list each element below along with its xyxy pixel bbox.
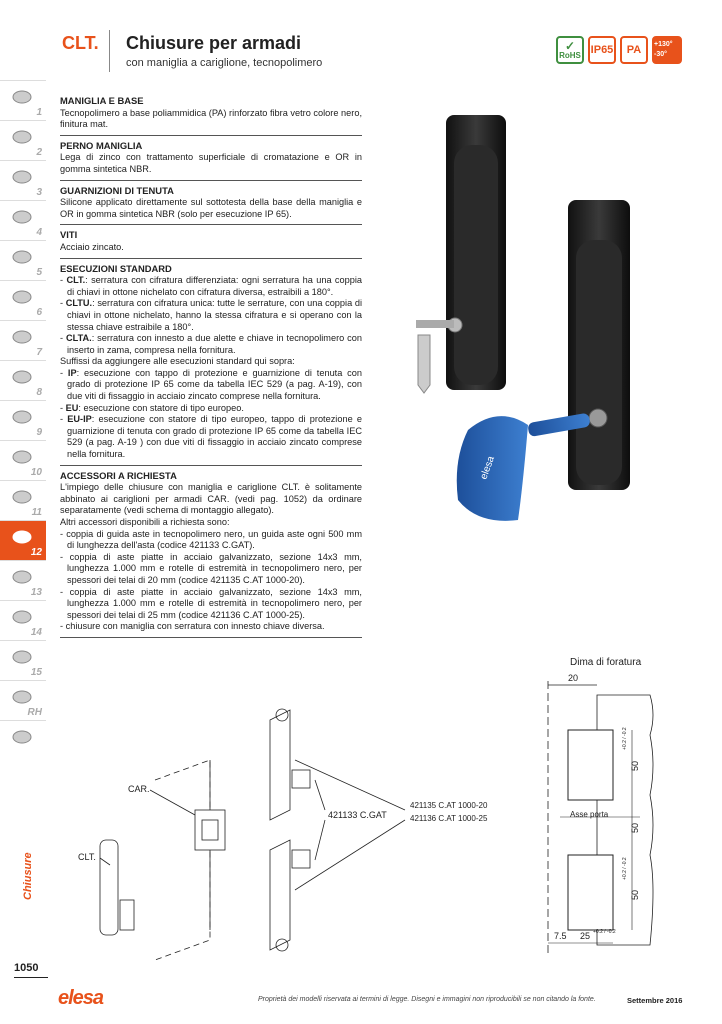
sidebar-item-number: 7 xyxy=(36,347,42,358)
temperature-badge: +130° -30° xyxy=(652,36,682,64)
feature-badges xyxy=(556,36,682,64)
pull-handle-icon xyxy=(10,687,34,707)
pa-badge: PA xyxy=(620,36,648,64)
list-item: - EU: esecuzione con statore di tipo europeo. xyxy=(60,402,244,413)
suffix-intro: Suffissi da aggiungere alle esecuzioni standard qui sopra: xyxy=(60,356,295,367)
screw-icon xyxy=(10,367,34,387)
section-heading: PERNO MANIGLIA xyxy=(60,139,143,151)
sidebar-item-15[interactable] xyxy=(0,640,46,680)
list-item: - coppia di aste piatte in acciaio galvanizzato, sezione 14x3 mm, lunghezza 1.000 mm e rotelle di estremità in tecnopolimero nero, per spessori dei telai di 25 mm (codice 421136 C.AT 1000-25). xyxy=(60,586,362,620)
product-code: CLT. xyxy=(62,33,99,53)
assembly-schematic-drawing xyxy=(60,700,520,960)
sidebar-item-13[interactable] xyxy=(0,560,46,600)
section-heading: ESECUZIONI STANDARD xyxy=(60,262,172,274)
sidebar-item-RH[interactable] xyxy=(0,680,46,720)
label-at20: 421135 C.AT 1000-20 xyxy=(410,801,488,810)
section-text: Silicone applicato direttamente sul sottotesta della base della maniglia e OR in gomma sintetica NBR (solo per esecuzione IP 65). xyxy=(60,197,362,219)
sidebar-item-number: 12 xyxy=(30,547,42,558)
sidebar-item-2[interactable] xyxy=(0,120,46,160)
sidebar-item-6[interactable] xyxy=(0,280,46,320)
tol-50c: +0.2 / -0.2 xyxy=(622,857,628,880)
edition-date: Settembre 2016 xyxy=(627,996,683,1005)
section-standard xyxy=(60,263,362,466)
sidebar-item-9[interactable] xyxy=(0,400,46,440)
sidebar-item-4[interactable] xyxy=(0,200,46,240)
label-car: CAR. xyxy=(128,784,150,794)
section-heading: VITI xyxy=(60,229,78,241)
list-item: - CLTA.: serratura con innesto a due alette e chiave in tecnopolimero con inserto in zama, compresa nella fornitura. xyxy=(60,333,362,355)
clamp-icon xyxy=(10,407,34,427)
dim-top: 20 xyxy=(568,673,579,683)
sidebar-item-number: 15 xyxy=(30,667,42,678)
index-plunger-icon xyxy=(10,287,34,307)
label-clt: CLT. xyxy=(78,852,96,862)
page-subtitle: con maniglia a cariglione, tecnopolimero xyxy=(126,57,323,69)
sidebar-item-number: 3 xyxy=(36,187,42,198)
page-number-rule xyxy=(14,977,48,978)
category-sidebar xyxy=(0,80,46,760)
latch-icon xyxy=(10,527,34,547)
accessories-intro-2: Altri accessori disponibili a richiesta sono: xyxy=(60,517,230,527)
sidebar-item-number: 9 xyxy=(36,427,42,438)
dim-50c: 50 xyxy=(630,889,640,900)
section-accessories xyxy=(60,470,362,638)
page-number: 1050 xyxy=(14,962,39,974)
sidebar-item-number: 6 xyxy=(36,307,42,318)
sidebar-item-number: RH xyxy=(27,707,42,718)
section-text: Tecnopolimero a base poliammidica (PA) rinforzato fibra vetro colore nero, finitura mat. xyxy=(60,107,362,130)
list-item: - coppia di aste piatte in acciaio galvanizzato, sezione 14x3 mm, lunghezza 1.000 mm e rotelle di estremità in tecnopolimero nero, per spessori dei telai di 20 mm (codice 421135 C.AT 1000-20). xyxy=(60,551,362,585)
tube-clamp-icon xyxy=(10,647,34,667)
sidebar-item-tools[interactable] xyxy=(0,720,46,760)
page-title: Chiusure per armadi xyxy=(126,33,302,53)
leveling-foot-icon xyxy=(10,447,34,467)
description-column xyxy=(60,95,362,642)
rohs-badge: ✓ RoHS xyxy=(556,36,584,64)
label-gat: 421133 C.GAT xyxy=(328,810,387,820)
section-pin xyxy=(60,140,362,181)
check-icon: ✓ xyxy=(564,38,576,53)
indicator-icon xyxy=(10,327,34,347)
list-item: - chiusure con maniglia con serratura con innesto chiave diversa. xyxy=(60,621,325,632)
tol-25: +0.2 / -0.2 xyxy=(593,929,616,935)
sidebar-item-number: 14 xyxy=(30,627,42,638)
sidebar-item-number: 1 xyxy=(36,107,42,118)
sidebar-item-3[interactable] xyxy=(0,160,46,200)
svg-text:elesa: elesa xyxy=(478,454,497,482)
sidebar-item-7[interactable] xyxy=(0,320,46,360)
section-text: Lega di zinco con trattamento superficiale di cromatazione e OR in gomma sintetica NBR. xyxy=(60,152,362,174)
tol-50a: +0.2 / -0.2 xyxy=(622,727,628,750)
copyright-note: Proprietà dei modelli riservata ai termini di legge. Disegni e immagini non riproducibili se non citando la fonte. xyxy=(258,996,596,1003)
product-photo xyxy=(408,100,658,540)
sidebar-item-number: 10 xyxy=(30,467,42,478)
sidebar-item-number: 4 xyxy=(36,227,42,238)
list-item: - CLTU.: serratura con cifratura unica: tutte le serrature, con una coppia di chiavi in ottone nichelato, hanno la stessa cifratura e si operano con la stessa chiave estraibile a 180°. xyxy=(60,298,362,332)
sidebar-item-5[interactable] xyxy=(0,240,46,280)
drilling-title: Dima di foratura xyxy=(570,657,642,668)
section-screws xyxy=(60,229,362,258)
sidebar-item-8[interactable] xyxy=(0,360,46,400)
handle-icon xyxy=(10,207,34,227)
accessories-intro: L'impiego delle chiusure con maniglia e cariglione CLT. è solitamente abbinato ai cariglioni per armadi CAR. (vedi pag. 1052) da ordinare separatamente (vedi schema di montaggio allegato). xyxy=(60,482,362,516)
section-heading: GUARNIZIONI DI TENUTA xyxy=(60,184,174,196)
sidebar-item-number: 5 xyxy=(36,267,42,278)
lever-icon xyxy=(10,167,34,187)
control-knob-icon xyxy=(10,127,34,147)
wrench-icon xyxy=(10,727,34,747)
ball-bearing-icon xyxy=(10,567,34,587)
door-axis-label: Asse porta xyxy=(570,810,609,819)
section-text: Acciaio zincato. xyxy=(60,241,124,252)
label-at25: 421136 C.AT 1000-25 xyxy=(410,814,488,823)
knob-icon xyxy=(10,247,34,267)
ip65-badge: IP65 xyxy=(588,36,616,64)
elesa-logo: elesa xyxy=(58,987,104,1009)
sidebar-item-number: 8 xyxy=(36,387,42,398)
list-item: - EU-IP: esecuzione con statore di tipo europeo, tappo di protezione e guarnizione di tenuta con grado di protezione IP 65 come da tabella IEC 529 (a pag. A-19 ) con due viti di fissaggio in acciaio zincato comprese nella fornitura. xyxy=(60,414,362,460)
list-item: - CLT.: serratura con cifratura differenziata: ogni serratura ha una coppia di chiavi in ottone nichelato con cifratura diversa, estraibili a 180°. xyxy=(60,275,362,297)
sidebar-item-number: 11 xyxy=(31,507,42,518)
section-heading: ACCESSORI A RICHIESTA xyxy=(60,469,177,481)
dim-50b: 50 xyxy=(630,822,640,833)
caster-icon xyxy=(10,607,34,627)
header-separator xyxy=(109,30,110,72)
dim-25: 25 xyxy=(580,931,591,941)
handwheel-icon xyxy=(10,87,34,107)
list-item: - IP: esecuzione con tappo di protezione e guarnizione di tenuta con grado di protezione IP 65 come da tabella IEC 529 (a pag. A-19), con due viti di fissaggio in acciaio zincato comprese nella fornitura. xyxy=(60,367,362,402)
section-handle-base xyxy=(60,95,362,136)
sidebar-item-number: 13 xyxy=(30,587,42,598)
list-item: - coppia di guida aste in tecnopolimero nero, un guida aste ogni 500 mm di lunghezza dell'asta (codice 421133 C.GAT). xyxy=(60,528,362,551)
section-seals xyxy=(60,185,362,226)
sidebar-item-10[interactable] xyxy=(0,440,46,480)
section-label: Chiusure xyxy=(22,852,34,900)
hinge-icon xyxy=(10,487,34,507)
sidebar-item-number: 2 xyxy=(36,147,42,158)
dim-50a: 50 xyxy=(630,760,640,771)
dim-75: 7.5 xyxy=(554,931,567,941)
sidebar-item-11[interactable] xyxy=(0,480,46,520)
sidebar-item-14[interactable] xyxy=(0,600,46,640)
drilling-template-drawing xyxy=(520,655,710,965)
sidebar-item-12[interactable] xyxy=(0,520,46,560)
sidebar-item-1[interactable] xyxy=(0,80,46,120)
section-heading: MANIGLIA E BASE xyxy=(60,95,144,106)
